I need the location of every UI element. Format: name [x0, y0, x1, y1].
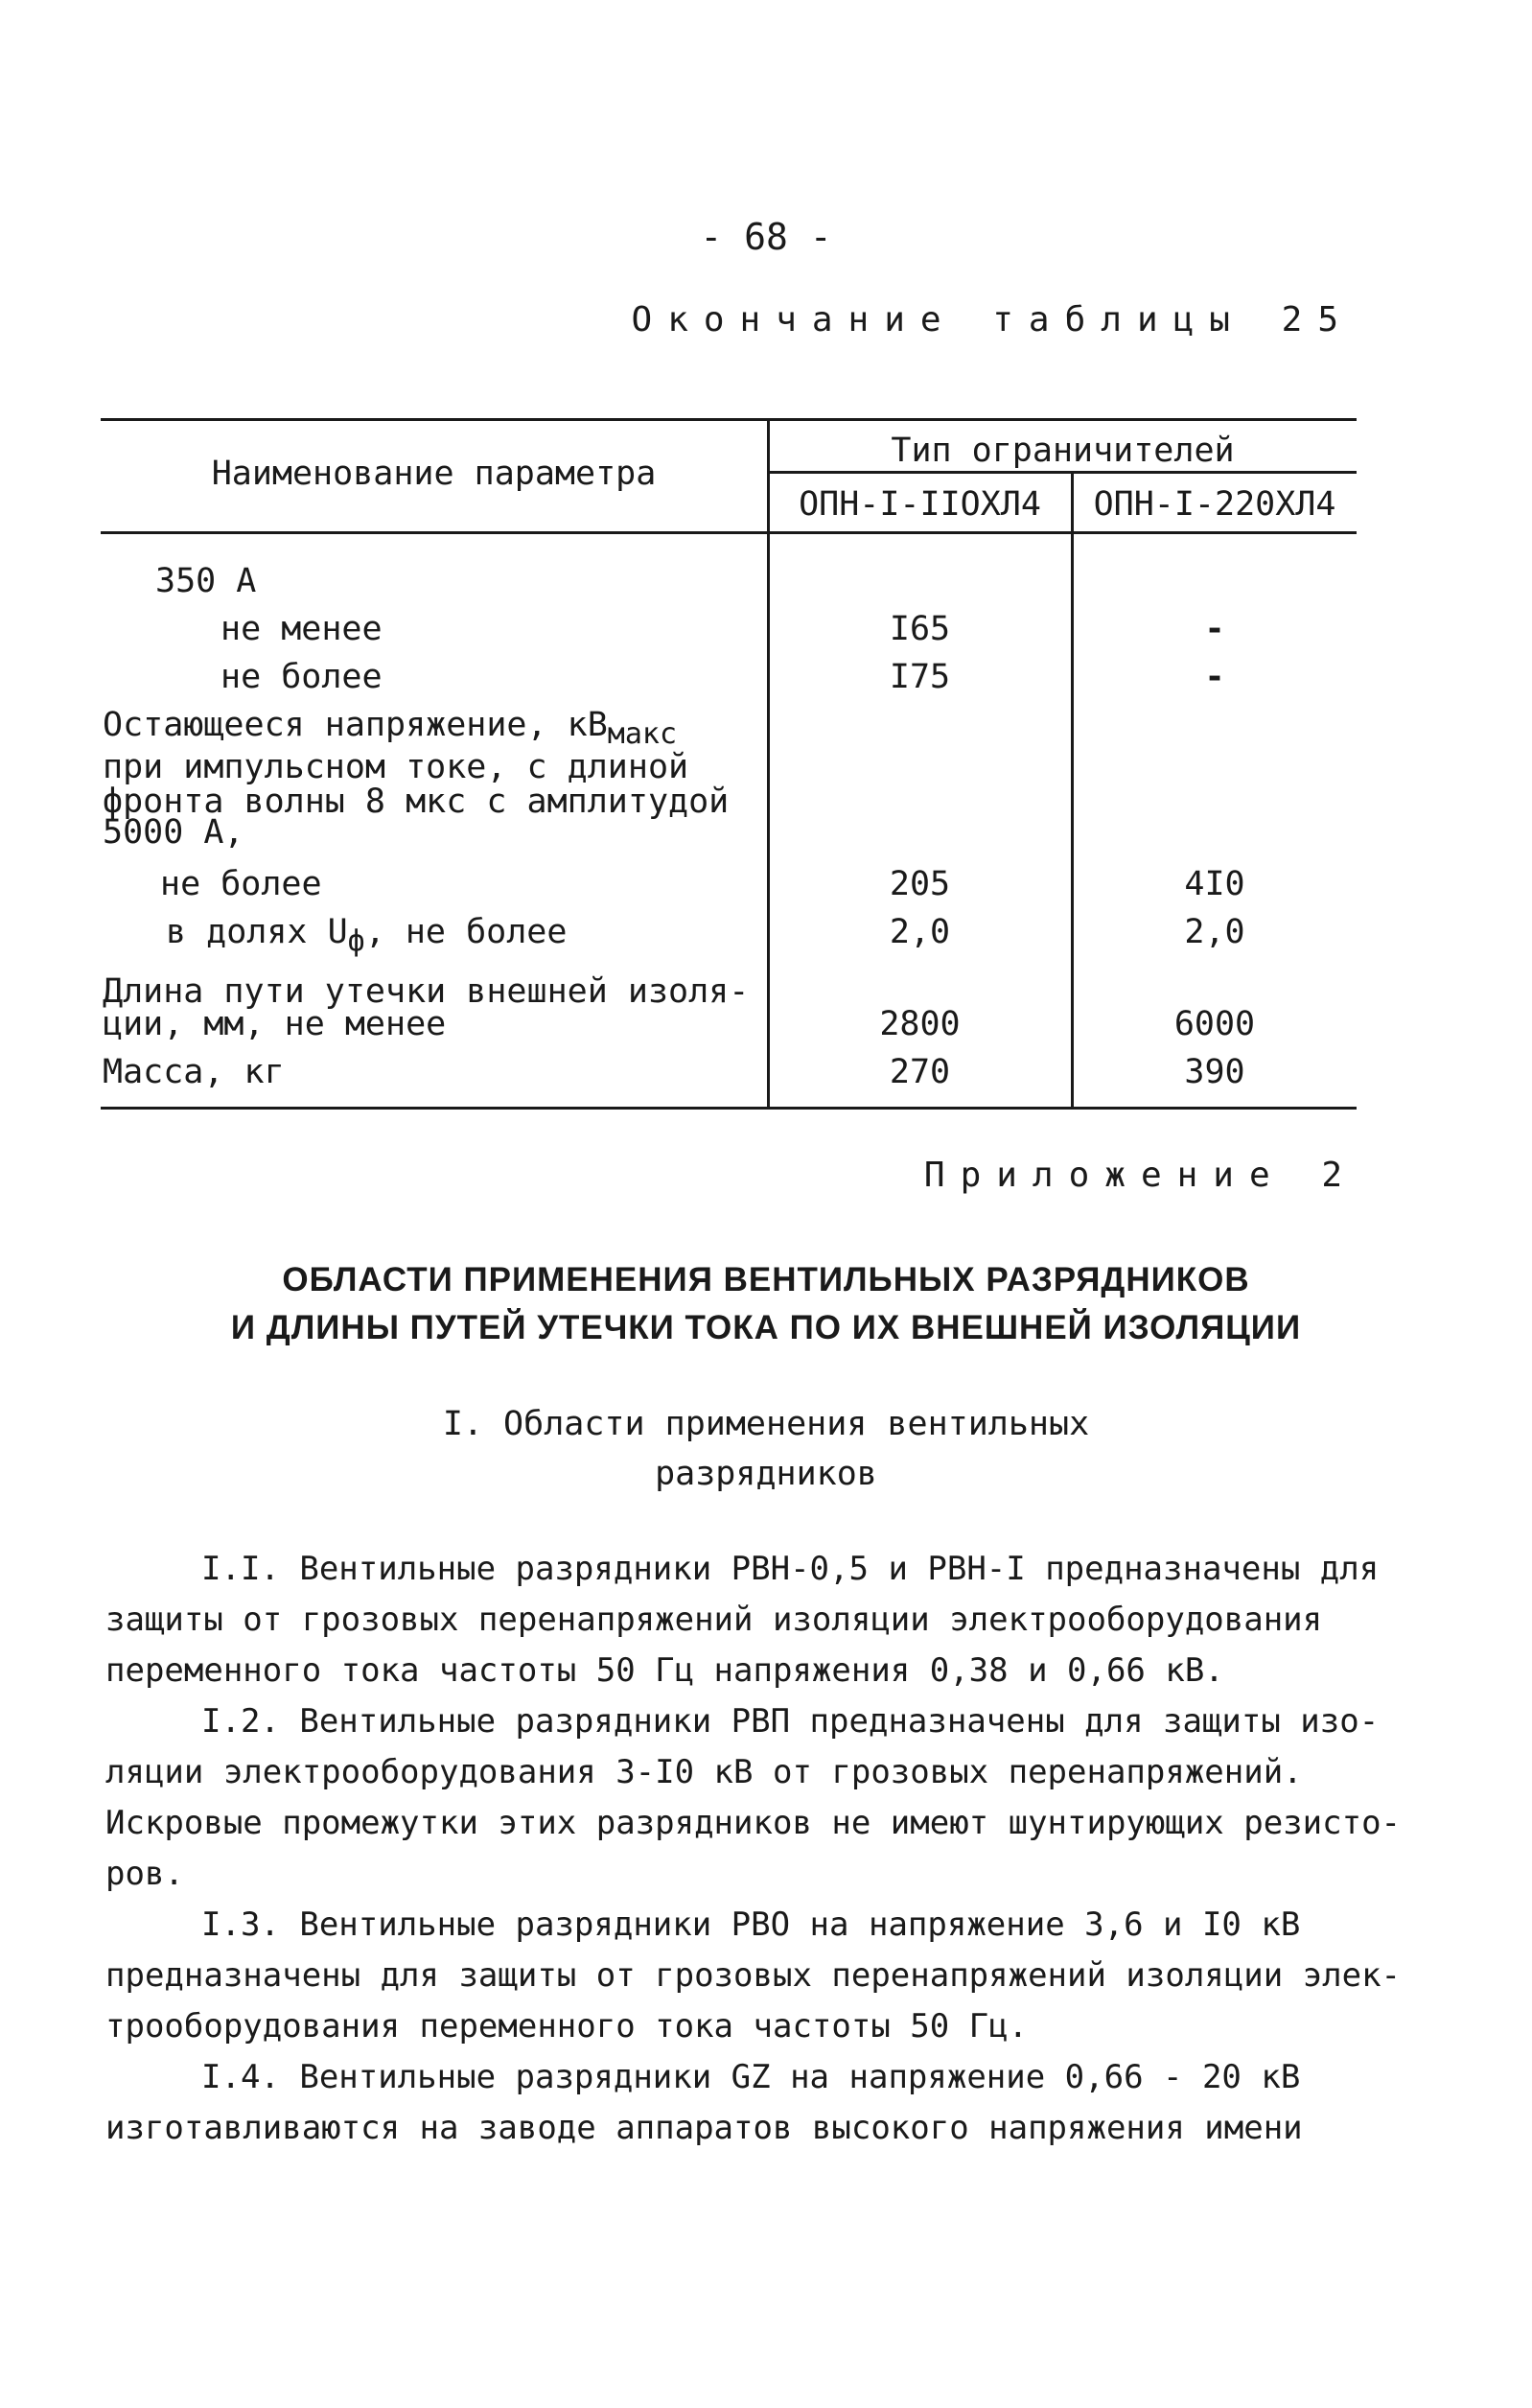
row-col1-value: 205: [889, 865, 951, 903]
paragraph-line: I.I. Вентильные разрядники РВН-0,5 и РВН-I предназначены для: [201, 1550, 1380, 1588]
header-col1: ОПН-I-IIOХЛ4: [799, 485, 1041, 524]
row-label: при импульсном токе, с длиной: [103, 748, 689, 786]
section-title-line-2: разрядников: [655, 1455, 877, 1493]
paragraph-line: переменного тока частоты 50 Гц напряжения 0,38 и 0,66 кВ.: [105, 1651, 1224, 1690]
row-label: фронта волны 8 мкс с амплитудой: [103, 783, 730, 821]
row-label: Масса, кг: [103, 1053, 285, 1091]
appendix-title-line-2: И ДЛИНЫ ПУТЕЙ УТЕЧКИ ТОКА ПО ИХ ВНЕШНЕЙ ИЗОЛЯЦИИ: [230, 1309, 1302, 1346]
page-number: - 68 -: [700, 216, 832, 258]
row-col1-value: I75: [889, 658, 951, 696]
table-top-rule: [101, 418, 1357, 421]
row-label: не более: [221, 658, 383, 696]
section-title-line-1: I. Области применения вентильных: [442, 1405, 1090, 1443]
paragraph-line: ляции электрооборудования 3-I0 кВ от грозовых перенапряжений.: [105, 1753, 1303, 1791]
row-col2-value: -: [1204, 658, 1225, 696]
paragraph-line: I.3. Вентильные разрядники РВО на напряжение 3,6 и I0 кВ: [201, 1905, 1301, 1944]
row-col1-value: I65: [889, 610, 951, 648]
paragraph-1-4: [105, 2052, 1381, 2154]
header-col2: ОПН-I-220ХЛ4: [1093, 485, 1336, 524]
row-col2-value: -: [1204, 610, 1225, 648]
paragraph-1-1: [105, 1544, 1381, 1696]
row-label-uf-fraction: в долях $U_ф$, не более: [166, 913, 568, 958]
parameters-table: [101, 418, 1357, 1109]
row-label: не менее: [221, 610, 383, 648]
column-divider-1: [767, 418, 770, 1109]
paragraph-line: изготавливаются на заводе аппаратов высокого напряжения имени: [105, 2109, 1303, 2147]
paragraph-line: защиты от грозовых перенапряжений изоляции электрооборудования: [105, 1601, 1323, 1639]
row-label: 350 А: [155, 562, 257, 600]
header-type-group: Тип ограничителей: [891, 432, 1235, 470]
row-col1-value: 2,0: [889, 913, 951, 951]
row-col2-value: 4I0: [1184, 865, 1245, 903]
row-label: ции, мм, не менее: [103, 1005, 447, 1043]
appendix-label: Приложение 2: [923, 1156, 1358, 1195]
row-label: 5000 А,: [103, 813, 244, 852]
paragraph-1-2: [105, 1696, 1402, 1900]
table-caption: Окончание таблицы 25: [631, 300, 1354, 339]
paragraph-1-3: [105, 1900, 1402, 2052]
row-col2-value: 390: [1184, 1053, 1245, 1091]
paragraph-line: ров.: [105, 1855, 184, 1893]
row-label-residual-voltage: Остающееся напряжение, $кВ_{макс}$: [103, 706, 678, 751]
table-bottom-rule: [101, 1107, 1357, 1110]
row-col2-value: 6000: [1173, 1005, 1256, 1043]
paragraph-line: Искровые промежутки этих разрядников не имеют шунтирующих резисто-: [105, 1804, 1402, 1842]
paragraph-line: трооборудования переменного тока частоты 50 Гц.: [105, 2007, 1029, 2046]
row-col2-value: 2,0: [1184, 913, 1245, 951]
appendix-title-line-1: ОБЛАСТИ ПРИМЕНЕНИЯ ВЕНТИЛЬНЫХ РАЗРЯДНИКОВ: [282, 1261, 1250, 1298]
header-param: Наименование параметра: [211, 455, 657, 493]
row-label: не более: [160, 865, 322, 903]
paragraph-line: I.4. Вентильные разрядники GZ на напряжение 0,66 - 20 кВ: [201, 2058, 1301, 2096]
row-col1-value: 270: [889, 1053, 951, 1091]
row-col1-value: 2800: [879, 1005, 961, 1043]
header-bottom-rule: [101, 531, 1357, 534]
paragraph-line: I.2. Вентильные разрядники РВП предназначены для защиты изо-: [201, 1702, 1380, 1741]
type-group-rule: [769, 471, 1357, 474]
row-label: Длина пути утечки внешней изоля-: [103, 972, 750, 1011]
paragraph-line: предназначены для защиты от грозовых перенапряжений изоляции элек-: [105, 1956, 1402, 1995]
